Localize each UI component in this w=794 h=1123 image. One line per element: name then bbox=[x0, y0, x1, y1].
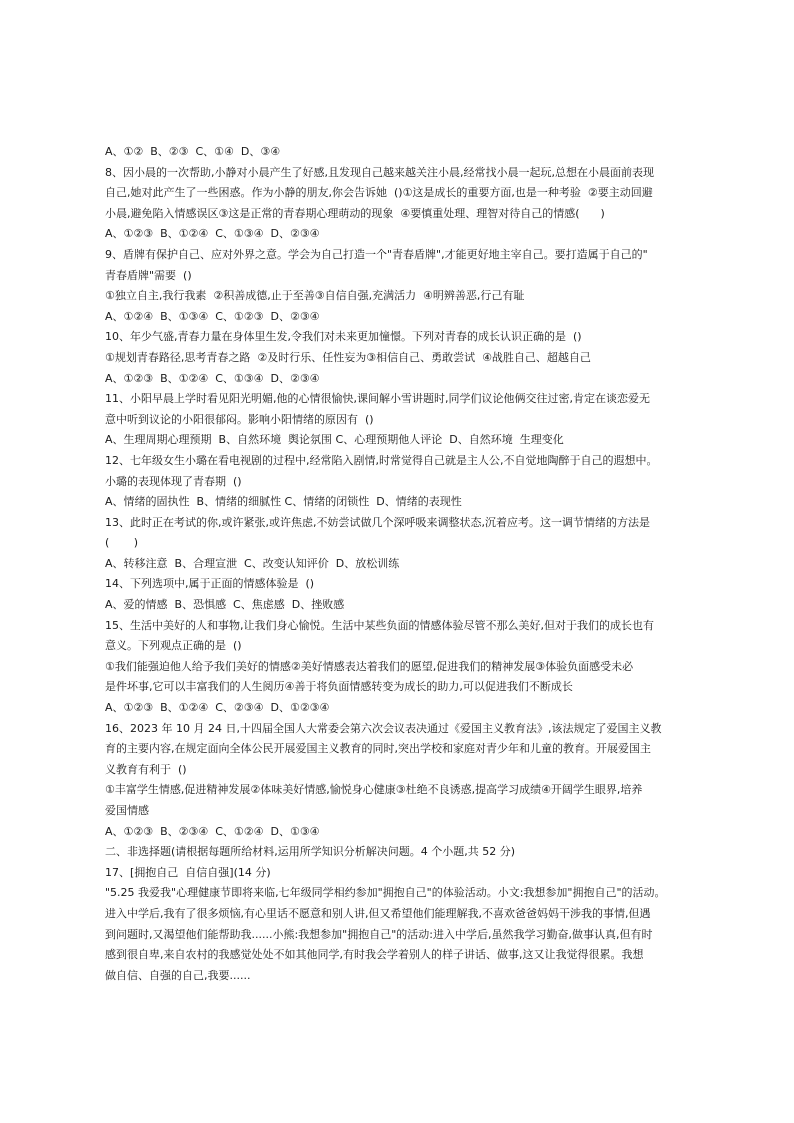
q14-options: A、爱的情感 B、恐惧感 C、焦虑感 D、挫败感 bbox=[105, 598, 345, 612]
q17-material-line-1: "5.25 我爱我"心理健康节即将来临,七年级同学相约参加"拥抱自己"的体验活动。小文:我想参加"拥抱自己"的活动。 bbox=[105, 886, 666, 900]
q15-statements-line-1: ①我们能强迫他人给予我们美好的情感②美好情感表达着我们的愿望,促进我们的精神发展③体验负面感受未必 bbox=[105, 659, 634, 673]
q13-stem-line-2: ( ) bbox=[105, 536, 139, 550]
q10-statements: ①规划青春路径,思考青春之路 ②及时行乐、任性妄为③相信自己、勇敢尝试 ④战胜自己、超越自己 bbox=[105, 350, 591, 364]
q8-stem-line-3: 小晨,避免陷入情感误区③这是正常的青春期心理萌动的现象 ④要慎重处理、理智对待自己的情感( ) bbox=[105, 206, 605, 220]
q11-stem-line-2: 意中听到议论的小阳很郁闷。影响小阳情绪的原因有 () bbox=[105, 412, 374, 426]
q17-heading: 17、[拥抱自己 自信自强](14 分) bbox=[105, 865, 271, 879]
q15-stem-line-1: 15、生活中美好的人和事物,让我们身心愉悦。生活中某些负面的情感体验尽管不那么美好,但对于我们的成长也有 bbox=[105, 618, 654, 632]
q17-material-line-4: 感到很自卑,来自农村的我感觉处处不如其他同学,有时我会学着别人的样子讲话、做事,这又让我觉得很累。我想 bbox=[105, 948, 644, 962]
q16-stem-line-3: 义教育有利于 () bbox=[105, 762, 187, 776]
q8-stem-line-1: 8、因小晨的一次帮助,小静对小晨产生了好感,且发现自己越来越关注小晨,经常找小晨一起玩,总想在小晨面前表现 bbox=[105, 165, 654, 179]
q15-stem-line-2: 意义。下列观点正确的是 () bbox=[105, 639, 242, 653]
q15-options: A、①②③ B、①②④ C、②③④ D、①②③④ bbox=[105, 701, 330, 715]
q8-options: A、①②③ B、①②④ C、①③④ D、②③④ bbox=[105, 227, 320, 241]
q9-stem-line-1: 9、盾牌有保护自己、应对外界之意。学会为自己打造一个"青春盾牌",才能更好地主宰自己。要打造属于自己的" bbox=[105, 247, 648, 261]
q8-stem-line-2: 自己,她对此产生了一些困惑。作为小静的朋友,你会告诉她 ()①这是成长的重要方面,也是一种考验 ②要主动回避 bbox=[105, 186, 653, 200]
q14-stem: 14、下列选项中,属于正面的情感体验是 () bbox=[105, 577, 315, 591]
q12-options: A、情绪的固执性 B、情绪的细腻性 C、情绪的闭锁性 D、情绪的表现性 bbox=[105, 495, 462, 509]
q11-stem-line-1: 11、小阳早晨上学时看见阳光明媚,他的心情很愉快,课间解小雪讲题时,同学们议论他俩交往过密,肯定在谈恋爱无 bbox=[105, 392, 650, 406]
q16-stem-line-2: 育的主要内容,在规定面向全体公民开展爱国主义教育的同时,突出学校和家庭对青少年和儿童的教育。开展爱国主 bbox=[105, 742, 651, 756]
q16-statements-line-2: 爱国情感 bbox=[105, 804, 149, 817]
q12-stem-line-1: 12、七年级女生小璐在看电视剧的过程中,经常陷入剧情,时常觉得自己就是主人公,不自觉地陶醉于自己的遐想中。 bbox=[105, 453, 658, 467]
q16-statements-line-1: ①丰富学生情感,促进精神发展②体味美好情感,愉悦身心健康③杜绝不良诱惑,提高学习成绩④开阔学生眼界,培养 bbox=[105, 783, 643, 797]
q17-material-line-2: 进入中学后,我有了很多烦恼,有心里话不愿意和别人讲,但又希望他们能理解我,不喜欢爸爸妈妈干涉我的事情,但遇 bbox=[105, 906, 651, 920]
q11-options: A、生理周期心理预期 B、自然环境 舆论氛围 C、心理预期他人评论 D、自然环境 生理变化 bbox=[105, 433, 564, 447]
q13-stem-line-1: 13、此时正在考试的你,或许紧张,或许焦虑,不妨尝试做几个深呼吸来调整状态,沉着应考。这一调节情绪的方法是 bbox=[105, 515, 650, 529]
q7-options: A、①② B、②③ C、①④ D、③④ bbox=[105, 145, 281, 158]
q13-options: A、转移注意 B、合理宣泄 C、改变认知评价 D、放松训练 bbox=[105, 556, 400, 570]
q12-stem-line-2: 小璐的表现体现了青春期 () bbox=[105, 474, 242, 488]
q16-options: A、①②③ B、②③④ C、①②④ D、①③④ bbox=[105, 824, 320, 838]
q9-options: A、①②④ B、①③④ C、①②③ D、②③④ bbox=[105, 309, 320, 323]
exam-page-text bbox=[105, 142, 710, 986]
q17-material-line-3: 到问题时,又渴望他们能帮助我......小熊:我想参加"拥抱自己"的活动:进入中学后,虽然我学习勤奋,做事认真,但有时 bbox=[105, 927, 653, 941]
q17-material-line-5: 做自信、自强的自己,我要...... bbox=[105, 968, 251, 982]
q9-statements: ①独立自主,我行我素 ②积善成德,止于至善③自信自强,充满活力 ④明辨善恶,行己有耻 bbox=[105, 289, 525, 303]
section-2-heading: 二、非选择题(请根据每题所给材料,运用所学知识分析解决问题。4 个小题,共 52 分) bbox=[105, 845, 516, 859]
q16-stem-line-1: 16、2023 年 10 月 24 日,十四届全国人大常委会第六次会议表决通过《爱国主义教育法》,该法规定了爱国主义教 bbox=[105, 721, 662, 735]
q10-options: A、①②③ B、①②④ C、①③④ D、②③④ bbox=[105, 371, 320, 385]
q9-stem-line-2: 青春盾牌"需要 () bbox=[105, 268, 192, 282]
q15-statements-line-2: 是件坏事,它可以丰富我们的人生阅历④善于将负面情感转变为成长的助力,可以促进我们不断成长 bbox=[105, 680, 573, 694]
q10-stem: 10、年少气盛,青春力量在身体里生发,令我们对未来更加憧憬。下列对青春的成长认识正确的是 () bbox=[105, 330, 582, 344]
